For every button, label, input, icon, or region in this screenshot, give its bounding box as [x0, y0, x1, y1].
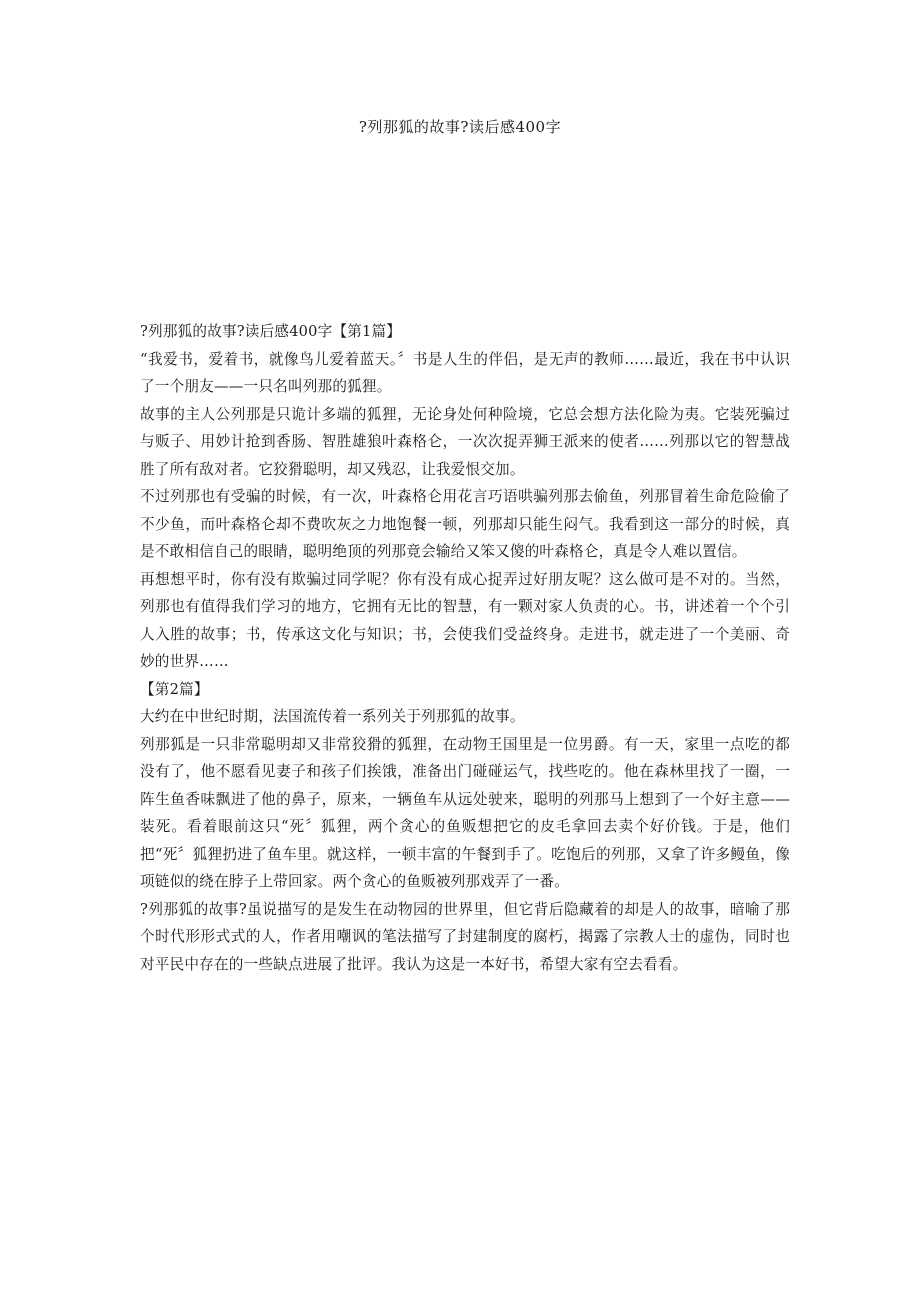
document-title: ?列那狐的故事?读后感400字 [358, 118, 562, 136]
paragraph: 不过列那也有受骗的时候，有一次，叶森格仑用花言巧语哄骗列那去偷鱼，列那冒着生命危险偷了不少鱼，而叶森格仑却不费吹灰之力地饱餐一顿，列那却只能生闷气。我看到这一部分的时候，真是不敢相信自己的眼睛，聪明绝顶的列那竟会输给又笨又傻的叶森格仑，真是令人难以置信。 [140, 488, 790, 560]
paragraph: 大约在中世纪时期，法国流传着一系列关于列那狐的故事。 [140, 708, 525, 725]
paragraph: ?列那狐的故事?虽说描写的是发生在动物园的世界里，但它背后隐藏着的却是人的故事，暗喻了那个时代形形式式的人，作者用嘲讽的笔法描写了封建制度的腐朽，揭露了宗教人士的虚伪，同时也对平民中存在的一些缺点进展了批评。我认为这是一本好书，希望大家有空去看看。 [140, 900, 790, 973]
document-body [140, 318, 790, 978]
paragraph: 故事的主人公列那是只诡计多端的狐狸，无论身处何种险境，它总会想方法化险为夷。它装死骗过与贩子、用妙计抢到香肠、智胜雄狼叶森格仑，一次次捉弄狮王派来的使者……列那以它的智慧战胜了所有敌对者。它狡猾聪明，却又残忍，让我爱恨交加。 [140, 405, 790, 478]
paragraph-heading-part-1: ?列那狐的故事?读后感400字【第1篇】 [140, 323, 402, 340]
paragraph-heading-part-2: 【第2篇】 [140, 680, 209, 698]
paragraph: “我爱书，爱着书，就像鸟儿爱着蓝天。〞书是人生的伴侣，是无声的教师……最近，我在书中认识了一个朋友——一只名叫列那的狐狸。 [140, 350, 790, 395]
paragraph: 列那狐是一只非常聪明却又非常狡猾的狐狸，在动物王国里是一位男爵。有一天，家里一点吃的都没有了，他不愿看见妻子和孩子们挨饿，准备出门碰碰运气，找些吃的。他在森林里找了一圈，一阵生鱼香味飘进了他的鼻子，原来，一辆鱼车从远处驶来，聪明的列那马上想到了一个好主意——装死。看着眼前这只“死〞狐狸，两个贪心的鱼贩想把它的皮毛拿回去卖个好价钱。于是，他们把“死〞狐狸扔进了鱼车里。就这样，一顿丰富的午餐到手了。吃饱后的列那，又拿了许多鳗鱼，像项链似的绕在脖子上带回家。两个贪心的鱼贩被列那戏弄了一番。 [140, 735, 790, 890]
paragraph: 再想想平时，你有没有欺骗过同学呢？你有没有成心捉弄过好朋友呢？这么做可是不对的。当然，列那也有值得我们学习的地方，它拥有无比的智慧，有一颗对家人负责的心。书，讲述着一个个引人入胜的故事；书，传承这文化与知识；书，会使我们受益终身。走进书，就走进了一个美丽、奇妙的世界…… [140, 570, 790, 670]
